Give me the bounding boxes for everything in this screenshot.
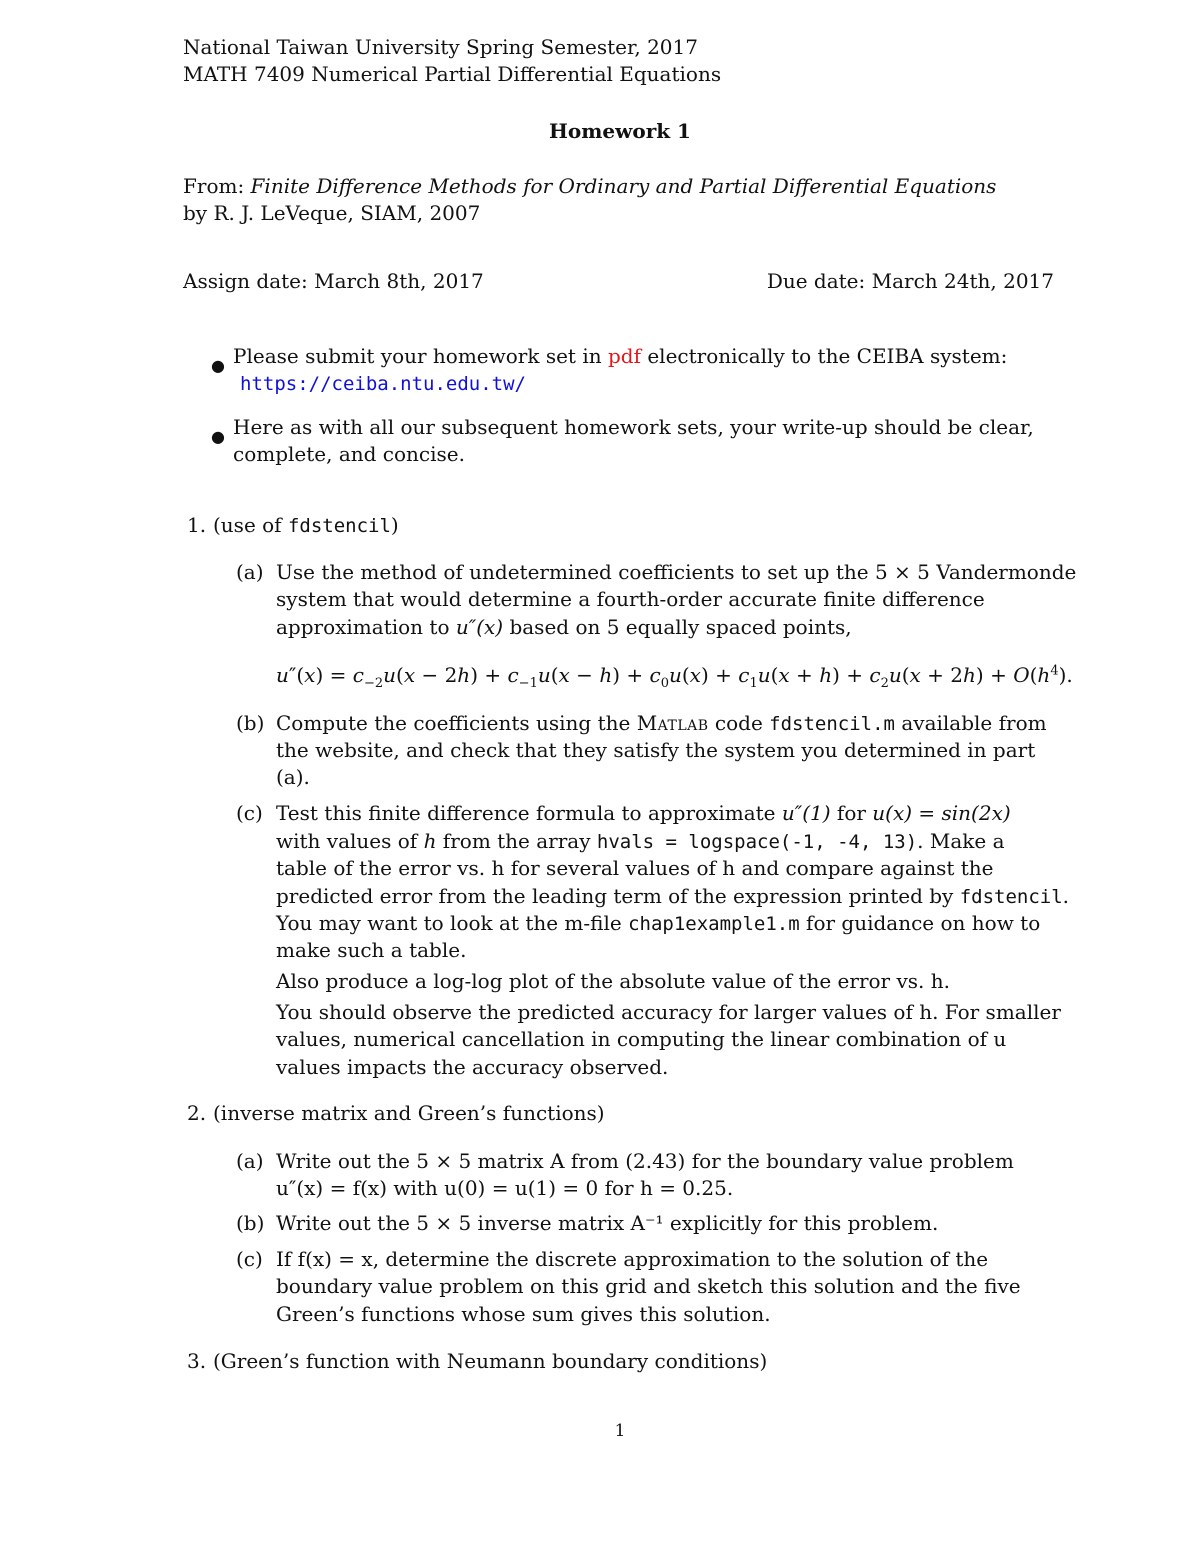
p2c-line1: If f(x) = x, determine the discrete approximation to the solution of the [276, 1247, 989, 1271]
p1c-line4-post: . [1062, 884, 1070, 908]
problem-3-title: (Green’s function with Neumann boundary conditions) [213, 1349, 768, 1373]
problem-1-title [213, 512, 399, 540]
p1a-line3-post: based on 5 equally spaced points, [503, 615, 852, 639]
p1b-line1 [276, 710, 1047, 738]
p1a-line3 [276, 614, 852, 641]
p1c-line4 [276, 883, 1069, 911]
p1c-line8: You should observe the predicted accuracy for larger values of h. For smaller [276, 1000, 1061, 1024]
p1c-line7: Also produce a log-log plot of the absolute value of the error vs. h. [276, 969, 950, 993]
source-from-label: From: [183, 174, 245, 198]
p1c-line10: values impacts the accuracy observed. [276, 1055, 669, 1079]
source-book-title: Finite Difference Methods for Ordinary and Partial Differential Equations [250, 174, 997, 198]
bullet-submit-pre: Please submit your homework set in [233, 344, 608, 368]
p2a-line2: u″(x) = f(x) with u(0) = u(1) = 0 for h = 0.25. [276, 1176, 734, 1200]
p1c-line9: values, numerical cancellation in computing the linear combination of u [276, 1027, 1007, 1051]
p1c-line2 [276, 828, 1005, 856]
p1c-line1-mid: for [830, 801, 873, 825]
chap1example1-file: chap1example1.m [628, 913, 800, 935]
p2a-line1: Write out the 5 × 5 matrix A from (2.43) for the boundary value problem [276, 1149, 1014, 1173]
problem-1-title-code: fdstencil [287, 515, 391, 537]
p1c-line2-mid: from the array [436, 829, 597, 853]
bullet-icon: ● [211, 427, 225, 446]
pdf-highlight: pdf [607, 344, 641, 368]
part-label: (c) [236, 801, 263, 825]
problem-1-title-post: ) [390, 513, 399, 537]
p1c-line2-pre: with values of [276, 829, 424, 853]
p1a-line2: system that would determine a fourth-order accurate finite difference [276, 587, 985, 611]
page-title: Homework 1 [549, 119, 691, 143]
fd-formula: $u''(x) = c_{-2}u(x - 2h) + c_{-1}u(x - h) + c_0u(x) + c_1u(x + h) + c_2u(x + 2h) + O(h^4)$. [276, 663, 1073, 691]
part-label: (b) [236, 711, 265, 735]
part-label: (b) [236, 1211, 265, 1235]
problem-number: 2. [187, 1101, 207, 1125]
p1b-line1-pre: Compute the coefficients using the [276, 711, 637, 735]
ceiba-link[interactable]: https://ceiba.ntu.edu.tw/ [240, 373, 526, 395]
p1c-line1-math2: u(x) = sin(2x) [872, 801, 1011, 825]
p1b-line1-post: available from [895, 711, 1047, 735]
part-label: (a) [236, 560, 264, 584]
source-author-line: by R. J. LeVeque, SIAM, 2007 [183, 201, 481, 225]
p2c-line2: boundary value problem on this grid and sketch this solution and the five [276, 1274, 1021, 1298]
hvals-code: hvals = logspace(-1, -4, 13) [596, 831, 918, 853]
bullet-submit-line [233, 343, 1007, 370]
part-label: (c) [236, 1247, 263, 1271]
problem-number: 1. [187, 513, 207, 537]
p2c-line3: Green’s functions whose sum gives this solution. [276, 1302, 771, 1326]
p1c-line2-h: h [423, 829, 437, 853]
due-date: Due date: March 24th, 2017 [766, 269, 1054, 293]
p1c-line5-post: for guidance on how to [799, 911, 1041, 935]
p1c-line6: make such a table. [276, 938, 467, 962]
fdstencil-code: fdstencil [959, 886, 1063, 908]
p2b-line1: Write out the 5 × 5 inverse matrix A⁻¹ explicitly for this problem. [276, 1211, 939, 1235]
p1c-line4-pre: predicted error from the leading term of the expression printed by [276, 884, 960, 908]
bullet-writeup-line2: complete, and concise. [233, 442, 465, 466]
p1a-line1: Use the method of undetermined coefficients to set up the 5 × 5 Vandermonde [276, 560, 1077, 584]
matlab-name: Matlab [636, 711, 709, 735]
source-line [183, 173, 996, 200]
p1c-line2-post: . Make a [917, 829, 1005, 853]
bullet-icon: ● [211, 356, 225, 375]
problem-number: 3. [187, 1349, 207, 1373]
part-label: (a) [236, 1149, 264, 1173]
bullet-submit-post: electronically to the CEIBA system: [640, 344, 1008, 368]
p1c-line1-math1: u″(1) [781, 801, 831, 825]
p1c-line5 [276, 910, 1040, 938]
p1a-line3-pre: approximation to [276, 615, 456, 639]
course-title-line: MATH 7409 Numerical Partial Differential Equations [183, 62, 722, 86]
fdstencil-file: fdstencil.m [769, 713, 895, 735]
p1b-line3: (a). [276, 765, 310, 789]
problem-1-title-pre: (use of [213, 513, 288, 537]
assign-date: Assign date: March 8th, 2017 [183, 269, 484, 293]
p1b-line2: the website, and check that they satisfy the system you determined in part [276, 738, 1036, 762]
p1c-line1-pre: Test this finite difference formula to approximate [276, 801, 782, 825]
p1c-line3: table of the error vs. h for several values of h and compare against the [276, 856, 994, 880]
p1a-line3-math: u″(x) [455, 615, 504, 639]
course-university-line: National Taiwan University Spring Semester, 2017 [183, 35, 698, 59]
page-number: 1 [614, 1421, 626, 1441]
p1c-line1 [276, 800, 1011, 827]
p1c-line5-pre: You may want to look at the m-file [276, 911, 629, 935]
problem-2-title: (inverse matrix and Green’s functions) [213, 1101, 605, 1125]
p1b-line1-mid: code [708, 711, 770, 735]
bullet-writeup-line1: Here as with all our subsequent homework sets, your write-up should be clear, [233, 415, 1034, 439]
